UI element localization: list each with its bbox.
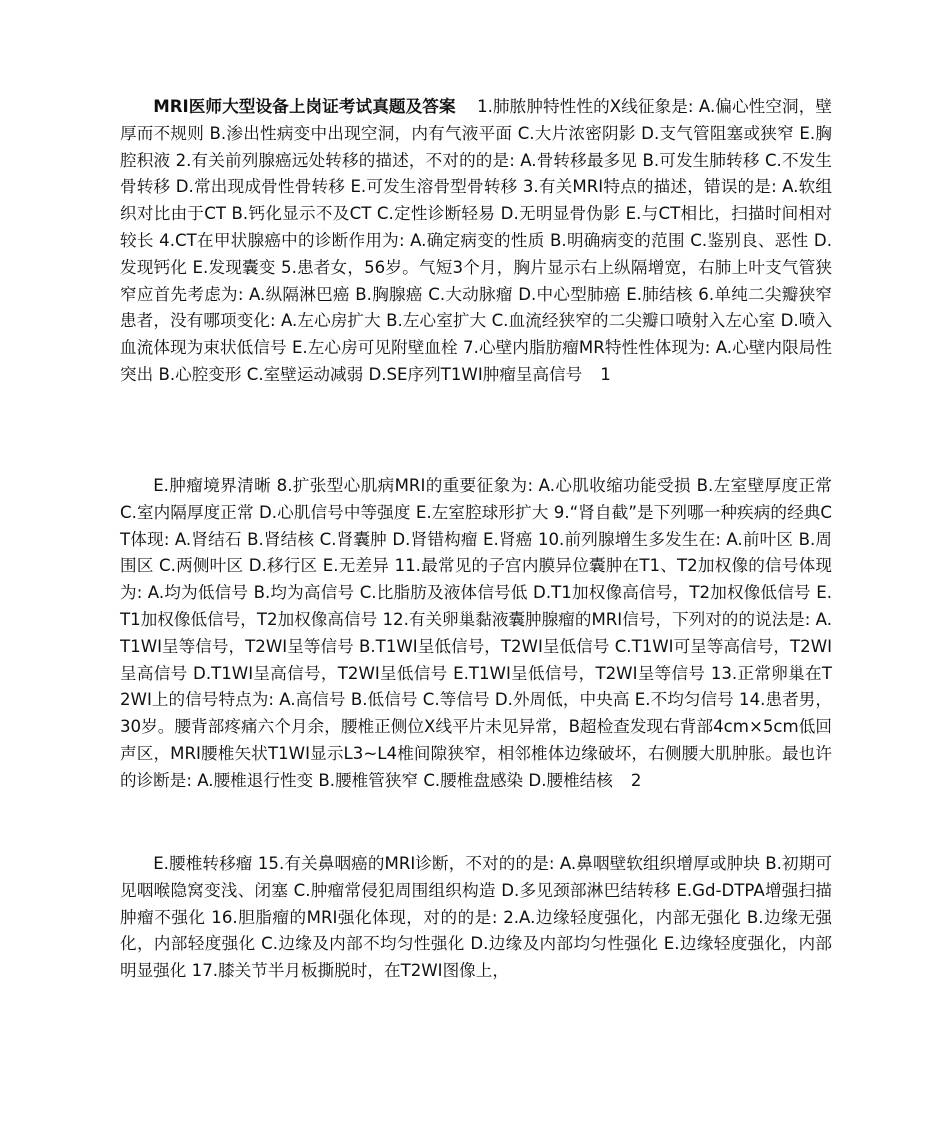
paragraph-3 <box>120 851 832 985</box>
paragraph-2 <box>120 473 832 795</box>
paragraph-2-text: E.肿瘤境界清晰 8.扩张型心肌病MRI的重要征象为: A.心肌收缩功能受损 B.左室壁厚度正常 C.室内隔厚度正常 D.心肌信号中等强度 E.左室腔球形扩大 9.“肾自截”是下列哪一种疾病的经典CT体现: A.肾结石 B.肾结核 C.肾囊肿 D.肾错构瘤 E.肾癌 10.前列腺增生多发生在: A.前叶区 B.周围区 C.两侧叶区 D.移行区 E.无差异 11.最常见的子宫内膜异位囊肿在T1、T2加权像的信号体现为: A.均为低信号 B.均为高信号 C.比脂肪及液体信号低 D.T1加权像高信号，T2加权像低信号 E.T1加权像低信号，T2加权像高信号 12.有关卵巢黏液囊肿腺瘤的MRI信号，下列对的的说法是: A.T1WI呈等信号，T2WI呈等信号 B.T1WI呈低信号，T2WI呈低信号 C.T1WI可呈等高信号，T2WI呈高信号 D.T1WI呈高信号，T2WI呈低信号 E.T1WI呈低信号，T2WI呈等信号 13.正常卵巢在T2WI上的信号特点为: A.高信号 B.低信号 C.等信号 D.外周低，中央高 E.不均匀信号 14.患者男，30岁。腰背部疼痛六个月余，腰椎正侧位X线平片未见异常，B超检查发现右背部4cm×5cm低回声区，MRI腰椎矢状T1WI显示L3~L4椎间隙狭窄，相邻椎体边缘破坏，右侧腰大肌肿胀。最也许的诊断是: A.腰椎退行性变 B.腰椎管狭窄 C.腰椎盘感染 D.腰椎结核 <box>120 476 832 790</box>
paragraph-1 <box>120 94 832 389</box>
paragraph-3-text: E.腰椎转移瘤 15.有关鼻咽癌的MRI诊断，不对的的是: A.鼻咽壁软组织增厚或肿块 B.初期可见咽喉隐窝变浅、闭塞 C.肿瘤常侵犯周围组织构造 D.多见颈部淋巴结转移 E.Gd-DTPA增强扫描肿瘤不强化 16.胆脂瘤的MRI强化体现，对的的是: 2.A.边缘轻度强化，内部无强化 B.边缘无强化，内部轻度强化 C.边缘及内部不均匀性强化 D.边缘及内部均匀性强化 E.边缘轻度强化，内部明显强化 17.膝关节半月板撕脱时，在T2WI图像上， <box>120 854 832 981</box>
document-title: MRI医师大型设备上岗证考试真题及答案 <box>153 97 456 116</box>
page-number-1: 1 <box>600 364 611 384</box>
page-number-2: 2 <box>630 770 642 790</box>
paragraph-1-text: 1.肺脓肿特性性的X线征象是: A.偏心性空洞，壁厚而不规则 B.渗出性病变中出现空洞，内有气液平面 C.大片浓密阴影 D.支气管阻塞或狭窄 E.胸腔积液 2.有关前列腺癌远处转移的描述，不对的的是: A.骨转移最多见 B.可发生肺转移 C.不发生骨转移 D.常出现成骨性骨转移 E.可发生溶骨型骨转移 3.有关MRI特点的描述，错误的是: A.软组织对比由于CT B.钙化显示不及CT C.定性诊断轻易 D.无明显骨伪影 E.与CT相比，扫描时间相对较长 4.CT在甲状腺癌中的诊断作用为: A.确定病变的性质 B.明确病变的范围 C.鉴别良、恶性 D.发现钙化 E.发现囊变 5.患者女，56岁。气短3个月，胸片显示右上纵隔增宽，右肺上叶支气管狭窄应首先考虑为: A.纵隔淋巴癌 B.胸腺癌 C.大动脉瘤 D.中心型肺癌 E.肺结核 6.单纯二尖瓣狭窄患者，没有哪项变化: A.左心房扩大 B.左心室扩大 C.血流经狭窄的二尖瓣口喷射入左心室 D.喷入血流体现为束状低信号 E.左心房可见附壁血栓 7.心壁内脂肪瘤MR特性性体现为: A.心壁内限局性突出 B.心腔变形 C.室壁运动减弱 D.SE序列T1WI肿瘤呈高信号 <box>120 97 832 384</box>
